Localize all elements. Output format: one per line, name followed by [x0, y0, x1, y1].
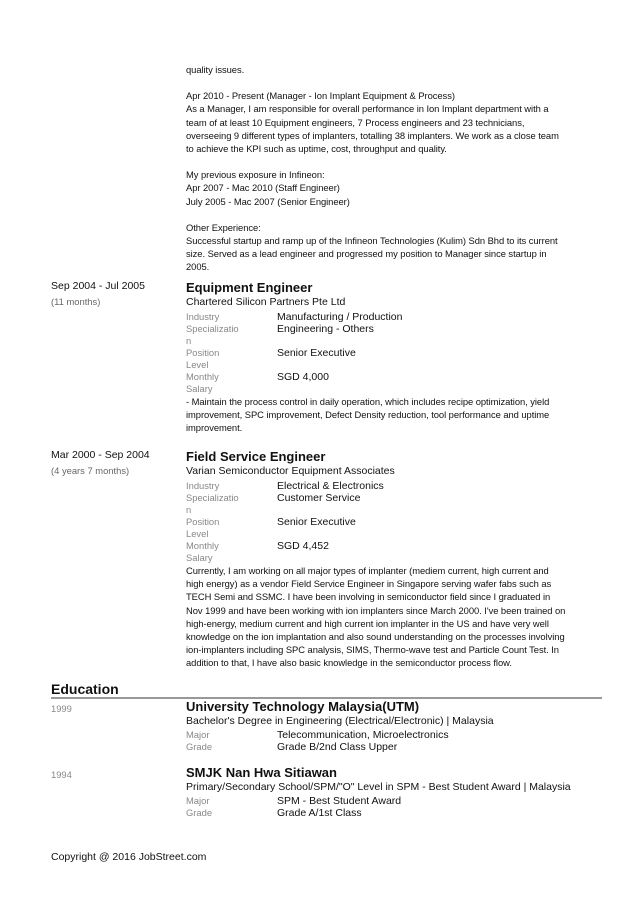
position-value: Senior Executive — [277, 347, 356, 359]
text-line: size. Served as a lead engineer and progressed my position to Manager since startup in — [186, 248, 547, 260]
industry-row — [186, 480, 586, 492]
grade-label: Grade — [186, 807, 213, 818]
grade-value: Grade B/2nd Class Upper — [277, 741, 398, 753]
job-entry — [186, 280, 586, 435]
label-line: Position — [186, 347, 220, 358]
label-line: Salary — [186, 552, 213, 563]
text-line: high energy) as a vendor Field Service Engineer in Singapore serving wafer fabs such as — [186, 578, 552, 590]
specialization-value: Customer Service — [277, 492, 361, 504]
text-line: My previous exposure in Infineon: — [186, 169, 325, 181]
education-year: 1999 — [51, 703, 72, 714]
job-entry — [186, 449, 586, 670]
education-year-block — [51, 768, 171, 781]
text-line: team of at least 10 Equipment engineers, 7 Process engineers and 23 technicians, — [186, 116, 525, 128]
major-row — [186, 729, 606, 741]
job-description — [186, 395, 586, 435]
text-line: Apr 2007 - Mac 2010 (Staff Engineer) — [186, 182, 340, 194]
label-line: n — [186, 504, 192, 515]
specialization-row — [186, 323, 586, 347]
label-line: Position — [186, 516, 220, 527]
grade-value: Grade A/1st Class — [277, 807, 362, 819]
intro-paragraph-1 — [186, 63, 586, 76]
company-name: Chartered Silicon Partners Pte Ltd — [186, 296, 346, 308]
text-line: As a Manager, I am responsible for overall performance in Ion Implant department with a — [186, 103, 549, 115]
position-label — [186, 516, 277, 540]
label-line: Specializatio — [186, 492, 239, 503]
specialization-value: Engineering - Others — [277, 323, 374, 335]
text-line: Other Experience: — [186, 221, 261, 233]
label-line: Monthly — [186, 540, 219, 551]
text-line: knowledge on the ion implantation and also sound understanding on the processes involving — [186, 631, 565, 643]
experience-continuation — [186, 63, 586, 287]
major-value: SPM - Best Student Award — [277, 795, 402, 807]
position-value: Senior Executive — [277, 516, 356, 528]
text-line: TECH Semi and SSMC. I have been involving in semiconductor field since I graduated in — [186, 591, 551, 603]
salary-label — [186, 371, 277, 395]
industry-value: Electrical & Electronics — [277, 480, 384, 492]
specialization-row — [186, 492, 586, 516]
salary-value: SGD 4,000 — [277, 371, 329, 383]
specialization-label — [186, 492, 277, 516]
text-line: ion-implanters including SPC analysis, SIMS, Thermo-wave test and Particle Count Test. In — [186, 644, 559, 656]
salary-value: SGD 4,452 — [277, 540, 329, 552]
text-line: 2005. — [186, 261, 210, 273]
text-line: quality issues. — [186, 64, 245, 75]
job-title: Equipment Engineer — [186, 280, 313, 295]
position-row — [186, 347, 586, 371]
text-line: to achieve the KPI such as uptime, cost, throughput and quality. — [186, 143, 447, 155]
position-row — [186, 516, 586, 540]
industry-value: Manufacturing / Production — [277, 311, 403, 323]
job-duration: (4 years 7 months) — [51, 465, 130, 476]
education-heading: Education — [51, 681, 119, 697]
major-label: Major — [186, 729, 210, 740]
label-line: n — [186, 335, 192, 346]
industry-label: Industry — [186, 480, 220, 491]
major-value: Telecommunication, Microelectronics — [277, 729, 449, 741]
intro-paragraph-4 — [186, 221, 586, 274]
grade-row — [186, 807, 606, 819]
label-line: Level — [186, 359, 209, 370]
text-line: July 2005 - Mac 2007 (Senior Engineer) — [186, 195, 350, 207]
salary-row — [186, 371, 586, 395]
job-date-range: Mar 2000 - Sep 2004 — [51, 449, 150, 461]
specialization-label — [186, 323, 277, 347]
job-duration: (11 months) — [51, 296, 101, 307]
label-line: Monthly — [186, 371, 219, 382]
position-label — [186, 347, 277, 371]
school-name: University Technology Malaysia(UTM) — [186, 699, 420, 714]
intro-paragraph-3 — [186, 168, 586, 208]
industry-row — [186, 311, 586, 323]
company-name: Varian Semiconductor Equipment Associates — [186, 465, 395, 477]
text-line: Successful startup and ramp up of the Infineon Technologies (Kulim) Sdn Bhd to its current — [186, 235, 558, 247]
grade-label: Grade — [186, 741, 213, 752]
text-line: Nov 1999 and have been working with ion implanters since March 2000. I've been trained on — [186, 604, 566, 616]
job-description — [186, 564, 586, 670]
education-year: 1994 — [51, 769, 72, 780]
education-entry — [186, 765, 606, 819]
degree: Bachelor's Degree in Engineering (Electrical/Electronic) | Malaysia — [186, 715, 494, 727]
copyright-footer: Copyright @ 2016 JobStreet.com — [51, 851, 207, 863]
school-name: SMJK Nan Hwa Sitiawan — [186, 765, 337, 780]
major-label: Major — [186, 795, 210, 806]
salary-row — [186, 540, 586, 564]
text-line: Currently, I am working on all major types of implanter (mediem current, high current and — [186, 565, 549, 576]
degree: Primary/Secondary School/SPM/"O" Level in SPM - Best Student Award | Malaysia — [186, 781, 571, 793]
text-line: - Maintain the process control in daily operation, which includes recipe optimization, yield — [186, 396, 550, 407]
text-line: improvement, SPC improvement, Defect Density reduction, tool performance and uptime — [186, 409, 550, 421]
text-line: addition to that, I have also basic knowledge in the semiconductor process flow. — [186, 657, 512, 669]
job-date-range: Sep 2004 - Jul 2005 — [51, 280, 145, 292]
job-date-block — [51, 449, 171, 477]
label-line: Salary — [186, 383, 213, 394]
salary-label — [186, 540, 277, 564]
education-year-block — [51, 702, 171, 715]
text-line: overseeing 9 different types of implanters, totalling 38 implanters. We work as a close team — [186, 129, 559, 141]
job-date-block — [51, 280, 171, 308]
major-row — [186, 795, 606, 807]
education-entry — [186, 699, 606, 753]
label-line: Level — [186, 528, 209, 539]
grade-row — [186, 741, 606, 753]
text-line: high-energy, medium current and high current ion implanter in the US and have very well — [186, 617, 549, 629]
text-line: Apr 2010 - Present (Manager - Ion Implant Equipment & Process) — [186, 90, 455, 102]
intro-paragraph-2 — [186, 89, 586, 155]
industry-label: Industry — [186, 311, 220, 322]
job-title: Field Service Engineer — [186, 449, 326, 464]
text-line: improvement. — [186, 422, 243, 434]
label-line: Specializatio — [186, 323, 239, 334]
